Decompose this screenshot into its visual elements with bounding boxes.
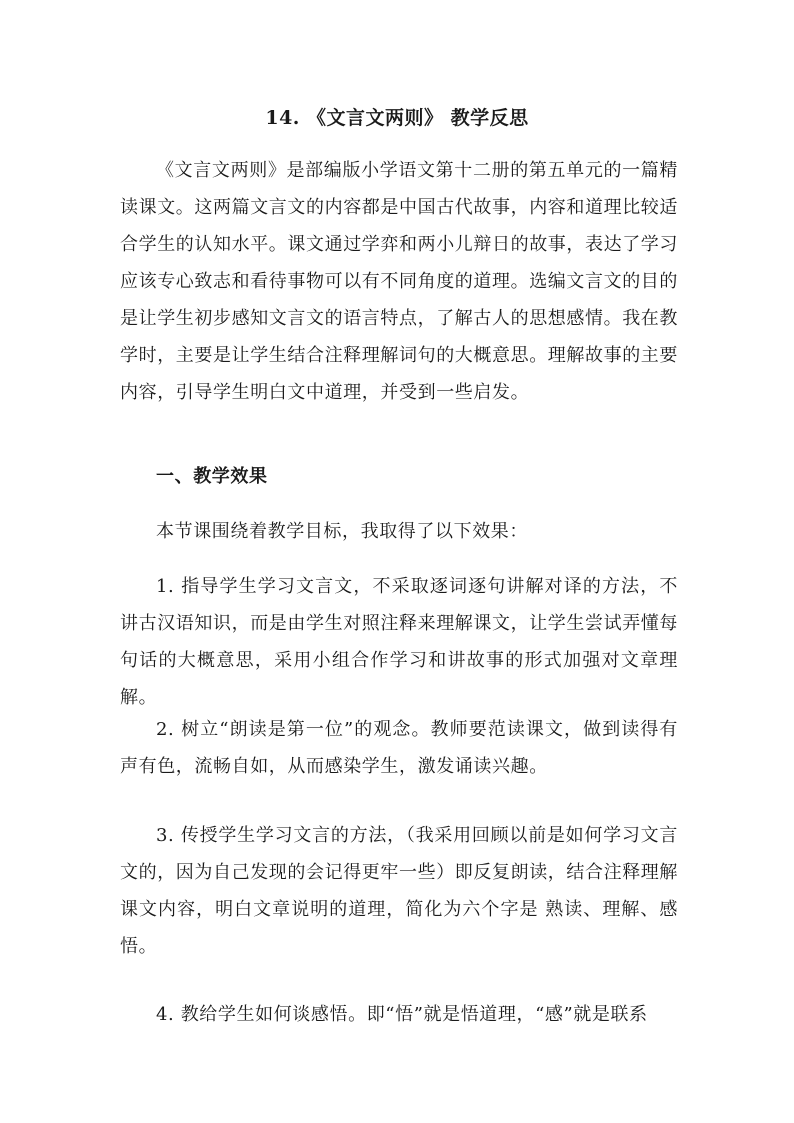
list-item-1: 1. 指导学生学习文言文，不采取逐词逐句讲解对译的方法，不讲古汉语知识，而是由学生对照注释来理解课文，让学生尝试弄懂每句话的大概意思，采用小组合作学习和讲故事的形式加强对文章理解。 (120, 576, 678, 708)
intro-paragraph: 《文言文两则》是部编版小学语文第十二册的第五单元的一篇精读课文。这两篇文言文的内容都是中国古代故事，内容和道理比较适合学生的认知水平。课文通过学弈和两小儿辩日的故事，表达了学习应该专心致志和看待事物可以有不同角度的道理。选编文言文的目的是让学生初步感知文言文的语言特点，了解古人的思想感情。我在教学时，主要是让学生结合注释理解词句的大概意思。理解故事的主要内容，引导学生明白文中道理，并受到一些启发。 (120, 160, 678, 403)
list-item-2: 2. 树立“朗读是第一位”的观念。教师要范读课文，做到读得有声有色，流畅自如，从而感染学生，激发诵读兴趣。 (120, 719, 678, 777)
section-lead-paragraph: 本节课围绕着教学目标，我取得了以下效果： (156, 521, 528, 542)
list-item-3: 3. 传授学生学习文言的方法，（我采用回顾以前是如何学习文言文的，因为自己发现的会记得更牢一些）即反复朗读，结合注释理解课文内容，明白文章说明的道理，简化为六个字是 熟读、理解、感悟。 (120, 825, 678, 957)
list-item-4: 4. 教给学生如何谈感悟。即“悟”就是悟道理，“感”就是联系 (156, 1004, 648, 1025)
page-title: 14. 《文言文两则》 教学反思 (265, 107, 529, 129)
section-heading-teaching-effect: 一、教学效果 (156, 466, 268, 487)
